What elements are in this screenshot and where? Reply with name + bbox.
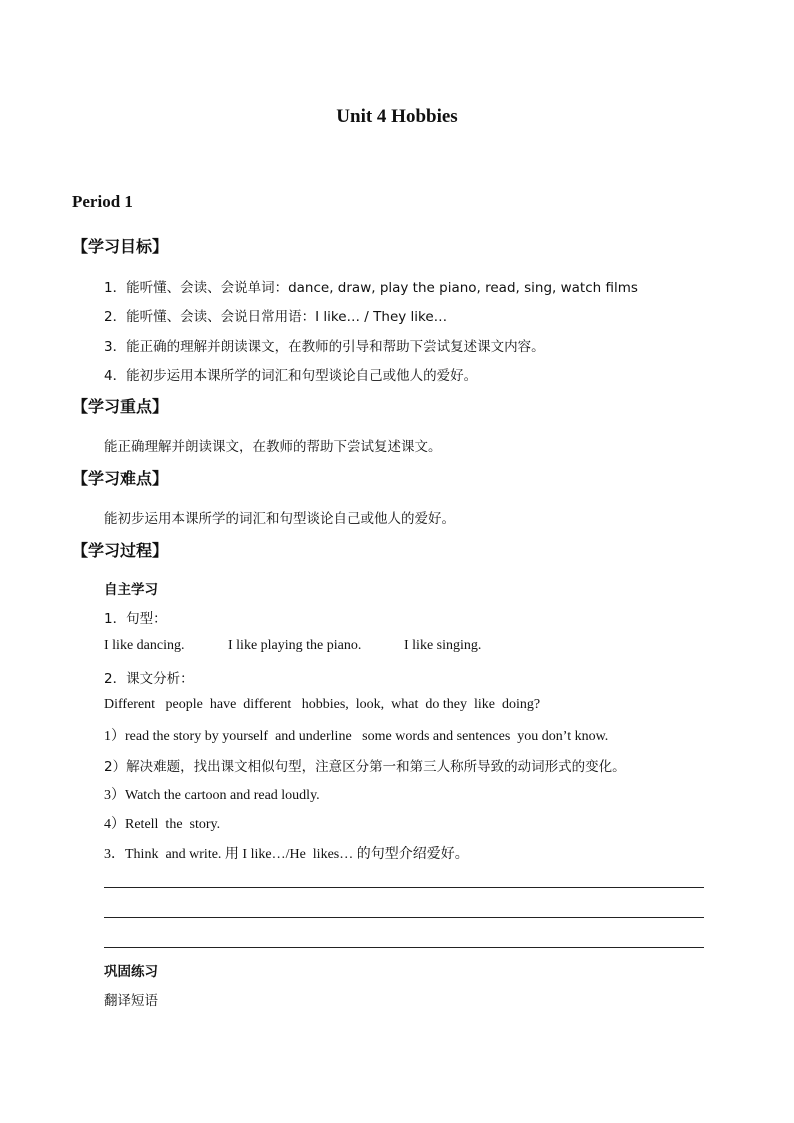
- step-2: 2）解决难题，找出课文相似句型，注意区分第一和第三人称所导致的动词形式的变化。: [104, 759, 626, 775]
- difficulties-heading: 【学习难点】: [72, 469, 169, 488]
- period-label: Period 1: [72, 192, 133, 211]
- sentence-example-3: I like singing.: [404, 638, 482, 653]
- goals-heading: 【学习目标】: [72, 237, 169, 256]
- step-4: 4）Retell the story.: [104, 817, 221, 832]
- sentence-patterns-label: 1．句型：: [104, 611, 167, 627]
- think-and-write: 3．Think and write. 用 I like…/He likes… 的句型介绍爱好。: [104, 847, 469, 862]
- step-1: 1）read the story by yourself and underline some words and sentences you don’t know.: [104, 729, 609, 744]
- practice-heading: 巩固练习: [104, 964, 158, 980]
- answer-line-1: [104, 887, 704, 888]
- goal-item-1: 1．能听懂、会读、会说单词：dance, draw, play the piano, read, sing, watch films: [104, 280, 638, 296]
- page-title: Unit 4 Hobbies: [336, 106, 458, 127]
- process-heading: 【学习过程】: [72, 541, 169, 560]
- sentence-example-1: I like dancing.: [104, 638, 185, 653]
- practice-text: 翻译短语: [104, 993, 158, 1009]
- analysis-question: Different people have different hobbies, look, what do they like doing?: [104, 697, 541, 712]
- goal-item-3: 3．能正确的理解并朗读课文，在教师的引导和帮助下尝试复述课文内容。: [104, 339, 545, 355]
- sentence-example-2: I like playing the piano.: [228, 638, 362, 653]
- answer-line-2: [104, 917, 704, 918]
- key-points-heading: 【学习重点】: [72, 397, 169, 416]
- step-3: 3）Watch the cartoon and read loudly.: [104, 788, 320, 803]
- self-study-label: 自主学习: [104, 582, 158, 598]
- text-analysis-label: 2．课文分析：: [104, 671, 194, 687]
- key-points-text: 能正确理解并朗读课文，在教师的帮助下尝试复述课文。: [104, 439, 442, 455]
- difficulties-text: 能初步运用本课所学的词汇和句型谈论自己或他人的爱好。: [104, 511, 455, 527]
- goal-item-2: 2．能听懂、会读、会说日常用语：I like… / They like…: [104, 309, 448, 325]
- answer-line-3: [104, 947, 704, 948]
- goal-item-4: 4．能初步运用本课所学的词汇和句型谈论自己或他人的爱好。: [104, 368, 478, 384]
